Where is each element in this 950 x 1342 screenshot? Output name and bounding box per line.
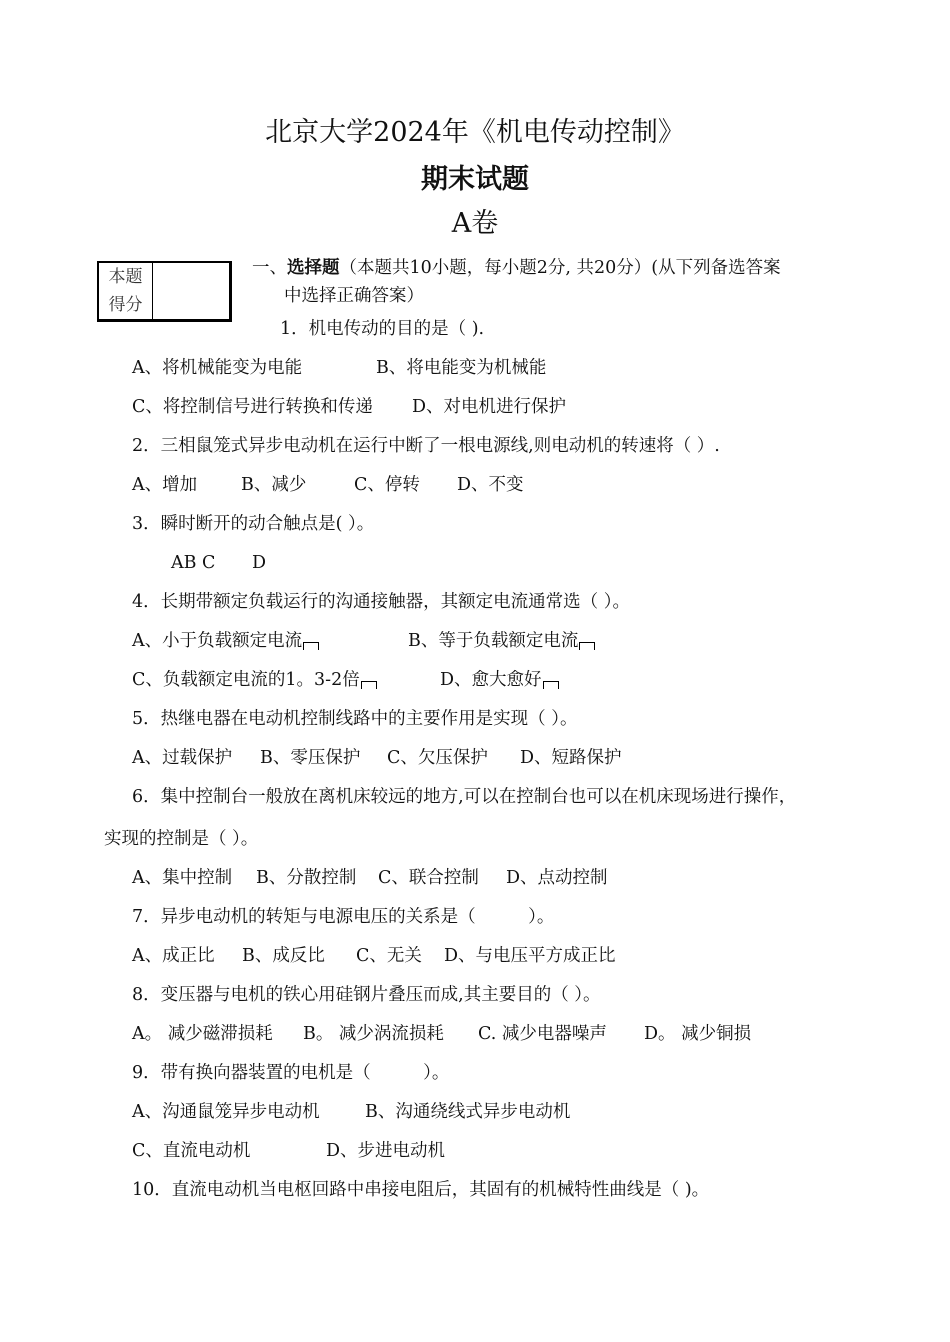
question-3-options-abc: AB C <box>171 553 216 573</box>
question-2-option-a: A、增加 <box>132 475 198 495</box>
question-9-options-row1 <box>132 1100 570 1124</box>
bracket-mark-icon <box>579 642 595 650</box>
question-6-option-a: A、集中控制 <box>132 868 233 888</box>
question-3-options <box>171 551 266 575</box>
question-8-option-c: C. 减少电器噪声 <box>478 1024 607 1044</box>
section-description: （本题共10小题，每小题2分, 共20分）(从下列备选答案 <box>339 258 781 278</box>
question-7-option-b: B、成反比 <box>242 946 325 966</box>
question-9-option-d: D、步进电动机 <box>326 1141 446 1161</box>
question-9-option-c: C、直流电动机 <box>132 1141 251 1161</box>
question-4-option-a-wrap <box>132 629 408 653</box>
question-7-option-c: C、无关 <box>356 946 422 966</box>
question-6-option-d: D、点动控制 <box>506 868 608 888</box>
section-name: 选择题 <box>287 258 340 278</box>
question-8-options <box>132 1022 751 1046</box>
question-3: 3．瞬时断开的动合触点是( ）。 <box>132 514 375 534</box>
question-4: 4．长期带额定负载运行的沟通接触器，其额定电流通常选（ ）。 <box>132 592 630 612</box>
question-4-option-a: A、小于负载额定电流 <box>132 631 303 651</box>
bracket-mark-icon <box>303 642 319 650</box>
score-box-label <box>99 263 153 319</box>
question-5-option-d: D、短路保护 <box>520 748 622 768</box>
bracket-mark-icon <box>361 681 377 689</box>
question-6-options <box>132 866 608 890</box>
question-6-option-b: B、分散控制 <box>256 868 357 888</box>
exam-paper-version: A卷 <box>451 208 499 239</box>
question-1: 1．机电传动的目的是（ ). <box>280 319 485 339</box>
question-9-option-a: A、沟通鼠笼异步电动机 <box>132 1102 320 1122</box>
score-box-label-line2: 得分 <box>108 295 143 315</box>
question-4-option-c: C、负载额定电流的1。3-2倍 <box>132 670 360 690</box>
question-8-option-d: D。 减少铜损 <box>644 1024 752 1044</box>
bracket-mark-icon <box>543 681 559 689</box>
question-1-option-d: D、对电机进行保护 <box>412 397 567 417</box>
question-1-options-row1 <box>132 356 546 380</box>
question-5-options <box>132 746 622 770</box>
question-7-options <box>132 944 616 968</box>
score-box-label-line1: 本题 <box>108 267 143 287</box>
question-8-option-b: B。 减少涡流损耗 <box>303 1024 444 1044</box>
question-1-option-c: C、将控制信号进行转换和传递 <box>132 397 373 417</box>
question-4-option-b-wrap <box>408 629 595 653</box>
question-4-options-row1 <box>132 629 595 653</box>
question-9-option-b: B、沟通绕线式异步电动机 <box>365 1102 571 1122</box>
section-description-cont: 中选择正确答案） <box>284 286 424 306</box>
question-2-option-b: B、减少 <box>241 475 307 495</box>
question-4-option-d-wrap <box>440 668 559 692</box>
question-5-option-c: C、欠压保护 <box>387 748 488 768</box>
exam-subtitle: 期末试题 <box>421 164 529 195</box>
question-4-option-c-wrap <box>132 668 440 692</box>
question-4-option-d: D、愈大愈好 <box>440 670 542 690</box>
question-2-option-d: D、不变 <box>457 475 524 495</box>
question-9: 9．带有换向器装置的电机是（ ）。 <box>132 1063 450 1083</box>
section-number: 一、 <box>252 258 287 278</box>
question-4-options-row2 <box>132 668 559 692</box>
question-2-option-c: C、停转 <box>354 475 420 495</box>
question-10: 10．直流电动机当电枢回路中串接电阻后，其固有的机械特性曲线是（ )。 <box>132 1180 710 1200</box>
question-7-option-a: A、成正比 <box>132 946 215 966</box>
question-8-option-a: A。 减少磁滞损耗 <box>132 1024 273 1044</box>
question-9-options-row2 <box>132 1139 445 1163</box>
question-7: 7．异步电动机的转矩与电源电压的关系是（ ）。 <box>132 907 555 927</box>
question-6-cont: 实现的控制是（ ）。 <box>104 829 259 849</box>
question-8: 8．变压器与电机的铁心用硅钢片叠压而成,其主要目的（ ）。 <box>132 985 601 1005</box>
question-1-options-row2 <box>132 395 566 419</box>
question-2-options <box>132 473 524 497</box>
question-1-option-b: B、将电能变为机械能 <box>376 358 547 378</box>
question-4-option-b: B、等于负载额定电流 <box>408 631 579 651</box>
exam-title: 北京大学2024年《机电传动控制》 <box>265 117 685 148</box>
section-heading <box>252 256 781 280</box>
question-6-option-c: C、联合控制 <box>378 868 479 888</box>
score-box <box>97 261 232 322</box>
question-6: 6．集中控制台一般放在离机床较远的地方,可以在控制台也可以在机床现场进行操作， <box>132 787 797 807</box>
question-2: 2．三相鼠笼式异步电动机在运行中断了一根电源线,则电动机的转速将（ ）. <box>132 436 720 456</box>
question-7-option-d: D、与电压平方成正比 <box>444 946 616 966</box>
question-5: 5．热继电器在电动机控制线路中的主要作用是实现（ ）。 <box>132 709 578 729</box>
question-1-option-a: A、将机械能变为电能 <box>132 358 303 378</box>
question-3-option-d: D <box>252 553 267 573</box>
question-5-option-a: A、过载保护 <box>132 748 233 768</box>
question-5-option-b: B、零压保护 <box>260 748 361 768</box>
